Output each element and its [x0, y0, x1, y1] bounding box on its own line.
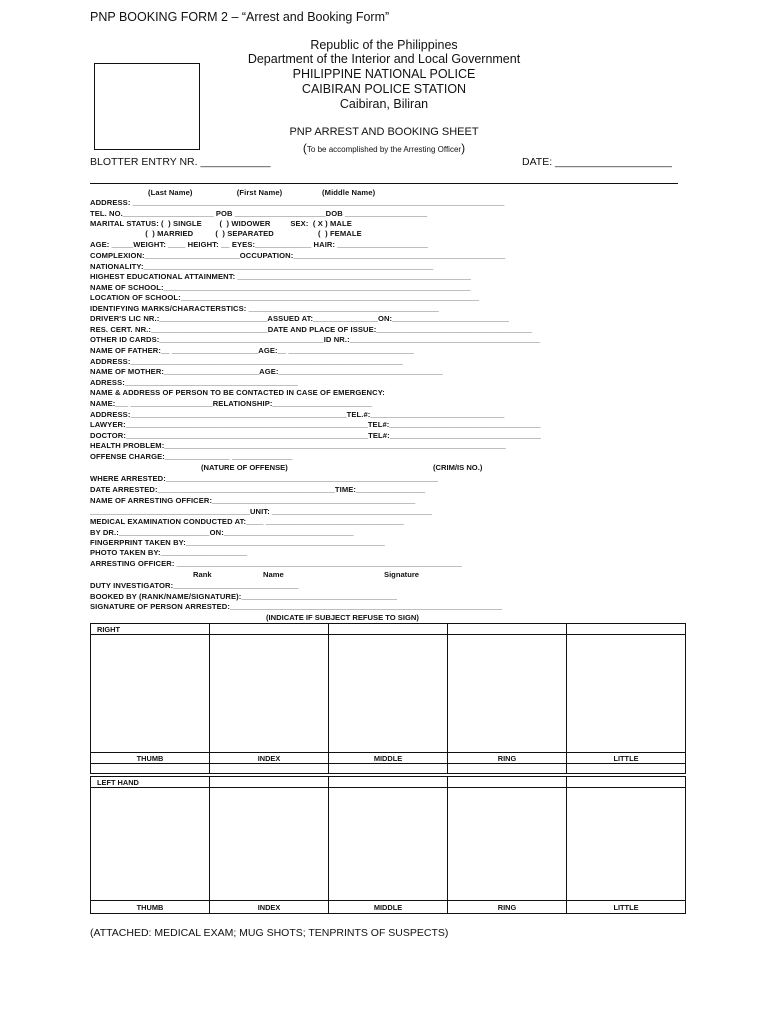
- signature-label: Signature: [384, 570, 420, 579]
- photo-taken-field: PHOTO TAKEN BY:____________________: [90, 548, 248, 557]
- where-arrested-field: WHERE ARRESTED:_______________________________________________________________: [90, 474, 439, 483]
- right-index-caption: INDEX: [210, 753, 329, 764]
- education-field: HIGHEST EDUCATIONAL ATTAINMENT: ______________________________________________________: [90, 272, 471, 281]
- rank-label: Rank: [193, 570, 212, 579]
- nationality-field: NATIONALITY:___________________________________________________________________: [90, 262, 434, 271]
- marital-status-row2: ( ) MARRIED ( ) SEPARATED ( ) FEMALE: [90, 229, 362, 238]
- right-ring-box: [448, 635, 567, 753]
- sheet-subtitle: (To be accomplished by the Arresting Officer): [302, 141, 466, 155]
- header-station: CAIBIRAN POLICE STATION: [301, 82, 467, 96]
- mother-name-field: NAME OF MOTHER:______________________AGE:______________________________________: [90, 367, 443, 376]
- right-thumb-caption: THUMB: [91, 753, 210, 764]
- by-doctor-field: BY DR.:_____________________ON:______________________________: [90, 528, 354, 537]
- fingerprint-taken-field: FINGERPRINT TAKEN BY:______________________________________________: [90, 538, 385, 547]
- school-location-field: LOCATION OF SCHOOL:_____________________________________________________________________: [90, 293, 480, 302]
- tel-pob-dob-field: TEL. NO._____________________ POB _____________________DOB ___________________: [90, 209, 428, 218]
- left-little-box: [567, 788, 686, 901]
- arresting-officer-name-field: NAME OF ARRESTING OFFICER:_______________________________________________: [90, 496, 416, 505]
- right-ring-caption: RING: [448, 753, 567, 764]
- identifying-marks-field: IDENTIFYING MARKS/CHARACTERSTICS: ____________________________________________: [90, 304, 439, 313]
- left-thumb-box: [91, 788, 210, 901]
- medical-exam-field: MEDICAL EXAMINATION CONDUCTED AT:____ ________________________________: [90, 517, 404, 526]
- right-hand-label: RIGHT: [91, 624, 210, 635]
- date-field: DATE: ____________________: [522, 156, 672, 168]
- name-label: Name: [263, 570, 284, 579]
- mother-address-field: ADRESS:________________________________________: [90, 378, 298, 387]
- header-republic: Republic of the Philippines: [310, 38, 458, 52]
- left-ring-caption: RING: [448, 901, 567, 914]
- attachments-note: (ATTACHED: MEDICAL EXAM; MUG SHOTS; TENPRINTS OF SUSPECTS): [90, 927, 449, 939]
- header-pnp: PHILIPPINE NATIONAL POLICE: [292, 67, 476, 81]
- blotter-entry: BLOTTER ENTRY NR. ____________: [90, 156, 271, 168]
- emergency-contact-heading: NAME & ADDRESS OF PERSON TO BE CONTACTED IN CASE OF EMERGENCY:: [90, 388, 385, 397]
- health-problem-field: HEALTH PROBLEM:_______________________________________________________________________________: [90, 441, 506, 450]
- left-hand-label: LEFT HAND: [91, 777, 210, 788]
- marital-status-row1: MARITAL STATUS: ( ) SINGLE ( ) WIDOWER SEX: ( X ) MALE: [90, 219, 352, 228]
- arresting-officer-field: ARRESTING OFFICER: __________________________________________________________________: [90, 559, 463, 568]
- right-little-box: [567, 635, 686, 753]
- emergency-name-field: NAME:___ ___________________RELATIONSHIP:_______________________: [90, 399, 372, 408]
- sheet-title: PNP ARREST AND BOOKING SHEET: [289, 126, 479, 138]
- left-ring-box: [448, 788, 567, 901]
- offense-charge-field: OFFENSE CHARGE:_______________ ______________: [90, 452, 293, 461]
- complexion-field: COMPLEXION:______________________OCCUPATION:_________________________________________________: [90, 251, 506, 260]
- signature-arrested-field: SIGNATURE OF PERSON ARRESTED:_______________________________________________________________: [90, 602, 503, 611]
- refuse-to-sign-note: (INDICATE IF SUBJECT REFUSE TO SIGN): [266, 613, 419, 622]
- right-thumb-box: [91, 635, 210, 753]
- school-name-field: NAME OF SCHOOL:_______________________________________________________________________: [90, 283, 471, 292]
- doctor-field: DOCTOR:________________________________________________________TEL#:___________________________________: [90, 431, 542, 440]
- emergency-address-field: ADDRESS:__________________________________________________TEL.#:_______________________________: [90, 410, 505, 419]
- left-thumb-caption: THUMB: [91, 901, 210, 914]
- left-index-box: [210, 788, 329, 901]
- lawyer-field: LAWYER:________________________________________________________TEL#:___________________________________: [90, 420, 541, 429]
- date-arrested-field: DATE ARRESTED:_________________________________________TIME:________________: [90, 485, 426, 494]
- left-middle-box: [329, 788, 448, 901]
- right-middle-caption: MIDDLE: [329, 753, 448, 764]
- res-cert-field: RES. CERT. NR.:___________________________DATE AND PLACE OF ISSUE:____________________________________: [90, 325, 533, 334]
- address-field: ADDRESS: ______________________________________________________________________________________: [90, 198, 505, 207]
- crim-is-no-label: (CRIM/IS NO.): [433, 463, 483, 472]
- name-column-labels: (Last Name) (First Name) (Middle Name): [148, 188, 376, 197]
- father-address-field: ADDRESS:_______________________________________________________________: [90, 357, 403, 366]
- left-index-caption: INDEX: [210, 901, 329, 914]
- physical-features-field: AGE: _____WEIGHT: ____ HEIGHT: __ EYES:_____________ HAIR: _____________________: [90, 240, 429, 249]
- header-department: Department of the Interior and Local Government: [247, 52, 521, 66]
- left-little-caption: LITTLE: [567, 901, 686, 914]
- booked-by-field: BOOKED BY (RANK/NAME/SIGNATURE):____________________________________: [90, 592, 398, 601]
- form-title: PNP BOOKING FORM 2 – “Arrest and Booking Form”: [90, 10, 390, 24]
- drivers-license-field: DRIVER'S LIC NR.:_________________________ASSUED AT:_______________ON:___________________________: [90, 314, 509, 323]
- divider-line: [90, 183, 678, 184]
- right-little-caption: LITTLE: [567, 753, 686, 764]
- right-hand-fingerprint-table: [90, 623, 686, 774]
- father-name-field: NAME OF FATHER:__ ____________________AGE:__ _____________________________: [90, 346, 414, 355]
- header-location: Caibiran, Biliran: [339, 97, 429, 111]
- duty-investigator-field: DUTY INVESTIGATOR:_____________________________: [90, 581, 299, 590]
- right-index-box: [210, 635, 329, 753]
- other-ids-field: OTHER ID CARDS:______________________________________ID NR.:____________________________________________: [90, 335, 540, 344]
- unit-field: _____________________________________UNIT: _____________________________________: [90, 507, 433, 516]
- right-middle-box: [329, 635, 448, 753]
- left-middle-caption: MIDDLE: [329, 901, 448, 914]
- left-hand-fingerprint-table: [90, 776, 686, 914]
- nature-of-offense-label: (NATURE OF OFFENSE): [201, 463, 288, 472]
